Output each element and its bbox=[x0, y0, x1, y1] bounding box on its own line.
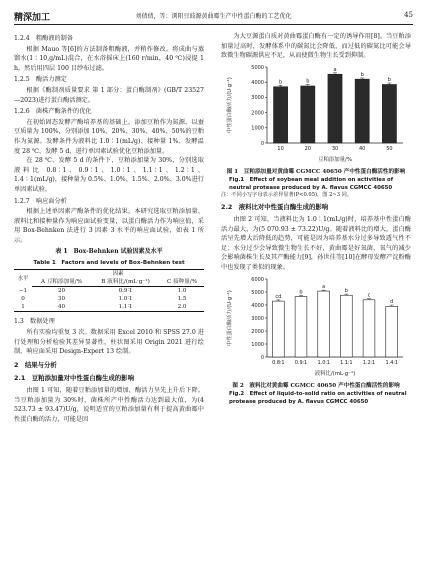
significance-label: c bbox=[367, 292, 371, 299]
table-row bbox=[14, 295, 204, 303]
bar bbox=[382, 84, 396, 143]
section-1-2-4-text: 根据 Mauo 等[6]的方法制备粗酶液，并稍作修改。将成曲与蒸馏水(1∶10,g/mL)混合，在水浴摇床上(160 r/min，40 ℃)浸提 1 h，然后用四层 100 目纱布过滤。 bbox=[14, 45, 204, 72]
x-tick-label: 1.1∶1 bbox=[340, 359, 353, 366]
section-2-1-text: 由图 1 可知，随着豆粕添加量的增加，酶活力呈先上升后下降。当豆粕添加量为 30%时，菌株所产中性酶活力达到最大值，为(4 523.73 ± 93.47)U/g，说明适宜的豆粕添加量有利于提高黄曲霉中性蛋白酶的活力，可能是因 bbox=[14, 387, 204, 423]
y-tick-label: 1000 bbox=[251, 341, 264, 348]
significance-label: b bbox=[279, 79, 283, 86]
section-1-3-text: 所有实验均重复 3 次。数据采用 Excel 2010 和 SPSS 27.0 进行处理和分析检验其差异显著性，柱状图采用 Origin 2021 进行绘制，响应面采用 Design-Expert 13 绘制。 bbox=[14, 329, 204, 356]
table-cell: 1.0∶1 bbox=[118, 296, 133, 303]
table-header-b: B 液料比/(mL·g⁻¹) bbox=[91, 278, 160, 287]
table-1 bbox=[14, 269, 204, 312]
table-cell: 0 bbox=[21, 296, 25, 303]
section-1-2-6-title: 1.2.6 菌株产酶条件的优化 bbox=[14, 108, 92, 116]
y-axis-label: 中性蛋白酶活力/(U·g⁻¹) bbox=[227, 76, 233, 133]
section-1-2-6-text-1: 在初始固态发酵产酶培养基的基础上，添加豆粕作为氮源。以蚕豆质量为 100%，分别添加 10%、20%、30%、40%、50%的豆粕作为氮源。发酵条件为液料比 1.0∶1(mL/g)、接种量 1%、发酵温度 28 ℃、发酵 5 d，进行单因素试验优化豆粕添加量。 bbox=[14, 118, 204, 155]
table-1-caption: 表 1 Box-Behnken 试验因素及水平 bbox=[55, 248, 163, 256]
y-tick-label: 5000 bbox=[251, 289, 264, 296]
table-cell: 30 bbox=[57, 296, 66, 303]
significance-label: d bbox=[390, 298, 394, 305]
y-axis-label: 中性蛋白酶活力/(U·g⁻¹) bbox=[227, 289, 233, 346]
bar bbox=[274, 87, 288, 143]
y-tick-label: 1000 bbox=[251, 125, 264, 132]
y-tick-label: 4000 bbox=[251, 302, 264, 309]
section-1-2-7-title: 1.2.7 响应面分析 bbox=[14, 197, 67, 205]
table-cell: 0.9∶1 bbox=[118, 288, 133, 295]
section-1-2-7-text: 根据上述单因素产酶条件的优化结果，本研究选取豆粕添加量、液料比和接种量作为响应面试验变量，以蛋白酶活力作为响应值，采用 Box-Behnken 法进行 3 因素 3 水平的响应面试验，如表 1 所示。 bbox=[14, 208, 204, 244]
x-tick-label: 0.8∶1 bbox=[272, 359, 285, 366]
x-tick-label: 1.2∶1 bbox=[362, 359, 376, 366]
section-1-2-6-text-2: 在 28 ℃、发酵 5 d 的条件下，豆粕添加量为 30%，分别选取液料比 0.8∶1、0.9∶1、1.0∶1、1.1∶1、1.2∶1、1.4∶1(mL/g)，接种量为 0.5%、1.0%、1.5%、2.0%、3.0%进行单因素试验。 bbox=[14, 157, 204, 193]
y-tick-label: 6000 bbox=[251, 276, 264, 283]
page-number: 45 bbox=[404, 11, 413, 19]
x-tick-label: 0.9∶1 bbox=[294, 359, 308, 366]
y-tick-label: 0 bbox=[260, 354, 264, 361]
section-1-2-5-text: 根据《酶制剂质量要求 第 1 部分：蛋白酶制剂》(GB/T 23527—2023)进行蛋白酶活测定。 bbox=[14, 86, 204, 104]
bar bbox=[295, 296, 307, 356]
table-cell: 1 bbox=[14, 303, 32, 312]
y-tick-label: 3000 bbox=[251, 94, 264, 101]
table-1-caption-en: Table 1 Factors and levels of Box-Behnken test bbox=[33, 260, 185, 267]
section-1-2-5-title: 1.2.5 酶活力测定 bbox=[14, 76, 67, 84]
significance-label: b bbox=[344, 287, 348, 294]
figure-1-caption-en: Fig.1 Effect of soybean meal addition on activities of neutral protease produced by A. flavus CGMCC 40650 bbox=[229, 177, 394, 192]
bar bbox=[355, 79, 369, 143]
table-cell: 40 bbox=[32, 303, 91, 312]
figure-2 bbox=[221, 273, 411, 383]
x-tick-label: 1.4∶1 bbox=[385, 359, 398, 366]
y-tick-label: 5000 bbox=[251, 64, 264, 71]
bar bbox=[301, 86, 315, 143]
table-header-level: 水平 bbox=[14, 270, 32, 287]
significance-label: cd bbox=[275, 293, 282, 300]
bar bbox=[328, 74, 342, 143]
y-tick-label: 2000 bbox=[251, 110, 264, 117]
figure-1-caption: 图 1 豆粕添加量对黄曲霉 CGMCC 40650 产中性蛋白酶活性的影响 bbox=[226, 169, 406, 176]
significance-label: b bbox=[387, 76, 391, 83]
bar bbox=[386, 306, 398, 357]
significance-label: a bbox=[333, 66, 337, 73]
table-cell: −1 bbox=[18, 288, 28, 295]
figure-1-note: 注：不同小写字母表示差异显著(P<0.05)，图 2~3 同。 bbox=[221, 192, 353, 199]
figure-1-chart bbox=[221, 61, 411, 165]
right-column bbox=[221, 32, 411, 406]
page-header bbox=[14, 10, 413, 25]
significance-label: b bbox=[360, 71, 364, 78]
bar bbox=[272, 301, 284, 357]
y-tick-label: 4000 bbox=[251, 79, 264, 86]
y-tick-label: 3000 bbox=[251, 315, 264, 322]
x-tick-label: 20 bbox=[304, 145, 311, 152]
y-tick-label: 0 bbox=[260, 140, 264, 147]
table-header-a: A 豆粕添加量/% bbox=[32, 278, 91, 287]
table-row bbox=[14, 287, 204, 296]
x-tick-label: 40 bbox=[359, 145, 366, 152]
bar bbox=[340, 295, 352, 357]
figure-2-chart bbox=[221, 273, 411, 379]
figure-2-caption-en: Fig.2 Effect of liquid-to-solid ratio on activities of neutral protease produced by A. flavus CGMCC 40650 bbox=[229, 391, 407, 406]
x-axis-label: 豆粕添加量/% bbox=[318, 156, 352, 163]
right-top-text: 为大豆源蛋白质对黄曲霉蛋白酶有一定的诱导作用[8]。当豆粕添加量过高时，发酵体系中的碳氮比会降低，而过低的碳氮比可能会导致微生物碳源供应不足，从而使微生物生长受到抑制。 bbox=[221, 33, 411, 60]
x-tick-label: 50 bbox=[386, 145, 393, 152]
x-axis-label: 液料比/(mL·g⁻¹) bbox=[314, 370, 356, 377]
section-1-3-title: 1.3 数据处理 bbox=[14, 318, 55, 326]
table-header-c: C 接种量/% bbox=[160, 278, 204, 287]
significance-label: a bbox=[322, 283, 326, 290]
table-cell: 1.0 bbox=[177, 288, 187, 295]
x-tick-label: 10 bbox=[277, 145, 284, 152]
significance-label: b bbox=[306, 78, 310, 85]
x-tick-label: 1.0∶1 bbox=[317, 359, 330, 366]
table-header-factor: 因素 bbox=[32, 270, 204, 279]
y-tick-label: 2000 bbox=[251, 328, 264, 335]
section-2-title: 2 结果与分析 bbox=[14, 360, 57, 369]
table-row bbox=[14, 303, 204, 312]
figure-2-caption: 图 2 液料比对黄曲霉 CGMCC 40650 产中性蛋白酶活性的影响 bbox=[232, 383, 400, 390]
bar bbox=[363, 299, 375, 356]
journal-name: 精深加工 bbox=[14, 13, 51, 23]
table-cell: 1.5 bbox=[177, 296, 187, 303]
bar bbox=[318, 291, 330, 357]
table-cell: 20 bbox=[57, 288, 66, 295]
table-cell: 1.1∶1 bbox=[91, 303, 160, 312]
running-title: 刘倩倩，等：浏阳豆豉源黄曲霉生产中性蛋白酶的工艺优化 bbox=[135, 13, 292, 20]
section-2-1-title: 2.1 豆粕添加量对中性蛋白酶生成的影响 bbox=[14, 374, 134, 383]
section-2-2-title: 2.2 液料比对中性蛋白酶生成的影响 bbox=[221, 203, 329, 212]
section-1-2-4-title: 1.2.4 粗酶液的制备 bbox=[14, 35, 74, 42]
left-column bbox=[14, 32, 204, 424]
significance-label: b bbox=[299, 289, 303, 296]
figure-1 bbox=[221, 61, 411, 169]
table-cell: 2.0 bbox=[160, 303, 204, 312]
x-tick-label: 30 bbox=[331, 145, 339, 152]
section-2-2-text: 由图 2 可知，当液料比为 1.0∶1(mL/g)时，培养基中性蛋白酶活力最大，为(5 070.93 ± 73.22)U/g。随着液料比的增大，蛋白酶活呈先增大后降低的趋势，可能是因为培养基水分过多导致透气性不足；水分过少会导致微生物生长不好，黄曲霉是好氧菌，氧气的减少会影响菌株生长及其产酶能力[9]，孙世佳等[10]在酵母发酵产淀粉酶中也发现了类似的现象。 bbox=[221, 215, 411, 271]
